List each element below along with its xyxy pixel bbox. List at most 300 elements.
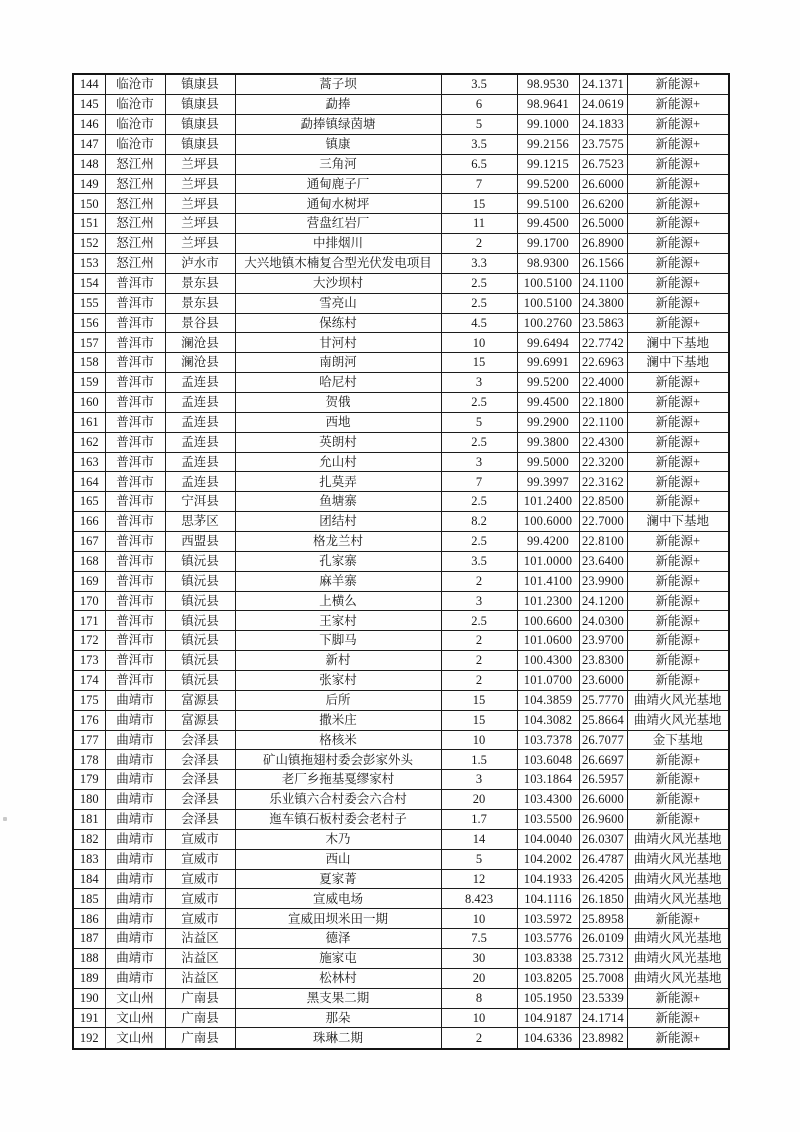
- cell-city: 怒江州: [105, 174, 165, 194]
- cell-capacity_mw: 2.5: [441, 611, 517, 631]
- cell-index: 164: [73, 472, 105, 492]
- cell-county: 孟连县: [165, 392, 235, 412]
- table-row: [73, 333, 729, 353]
- cell-index: 185: [73, 889, 105, 909]
- cell-city: 怒江州: [105, 214, 165, 234]
- cell-project: 上横么: [235, 591, 441, 611]
- cell-category: 新能源+: [627, 432, 729, 452]
- cell-longitude: 99.5000: [517, 452, 579, 472]
- cell-project: 蒿子坝: [235, 74, 441, 95]
- cell-capacity_mw: 8: [441, 988, 517, 1008]
- cell-longitude: 103.8205: [517, 968, 579, 988]
- cell-capacity_mw: 2: [441, 671, 517, 691]
- cell-county: 镇沅县: [165, 631, 235, 651]
- cell-capacity_mw: 8.2: [441, 512, 517, 532]
- cell-county: 宣威市: [165, 889, 235, 909]
- cell-longitude: 99.5200: [517, 373, 579, 393]
- cell-project: 老厂乡拖基戛缪家村: [235, 770, 441, 790]
- cell-county: 富源县: [165, 690, 235, 710]
- cell-latitude: 23.6000: [579, 671, 627, 691]
- cell-project: 中排烟川: [235, 234, 441, 254]
- cell-index: 179: [73, 770, 105, 790]
- cell-city: 曲靖市: [105, 949, 165, 969]
- cell-county: 孟连县: [165, 452, 235, 472]
- cell-county: 景东县: [165, 273, 235, 293]
- table-body: [73, 74, 729, 1049]
- cell-capacity_mw: 5: [441, 114, 517, 134]
- cell-category: 新能源+: [627, 790, 729, 810]
- cell-county: 沾益区: [165, 968, 235, 988]
- cell-category: 新能源+: [627, 412, 729, 432]
- cell-index: 188: [73, 949, 105, 969]
- cell-category: 新能源+: [627, 313, 729, 333]
- cell-city: 文山州: [105, 988, 165, 1008]
- table-row: [73, 154, 729, 174]
- cell-county: 广南县: [165, 988, 235, 1008]
- cell-index: 162: [73, 432, 105, 452]
- table-row: [73, 730, 729, 750]
- cell-city: 怒江州: [105, 154, 165, 174]
- cell-longitude: 104.1116: [517, 889, 579, 909]
- table-row: [73, 611, 729, 631]
- cell-latitude: 26.1566: [579, 253, 627, 273]
- cell-longitude: 98.9300: [517, 253, 579, 273]
- cell-city: 普洱市: [105, 412, 165, 432]
- cell-city: 普洱市: [105, 333, 165, 353]
- table-row: [73, 432, 729, 452]
- cell-capacity_mw: 3.5: [441, 74, 517, 95]
- cell-index: 158: [73, 353, 105, 373]
- cell-project: 格龙兰村: [235, 532, 441, 552]
- table-row: [73, 472, 729, 492]
- table-row: [73, 770, 729, 790]
- cell-capacity_mw: 3: [441, 373, 517, 393]
- cell-capacity_mw: 15: [441, 194, 517, 214]
- cell-index: 189: [73, 968, 105, 988]
- cell-category: 新能源+: [627, 194, 729, 214]
- cell-index: 150: [73, 194, 105, 214]
- cell-capacity_mw: 10: [441, 333, 517, 353]
- cell-longitude: 103.8338: [517, 949, 579, 969]
- cell-county: 宣威市: [165, 869, 235, 889]
- cell-county: 会泽县: [165, 770, 235, 790]
- cell-longitude: 99.5200: [517, 174, 579, 194]
- table-row: [73, 253, 729, 273]
- cell-index: 171: [73, 611, 105, 631]
- cell-index: 173: [73, 651, 105, 671]
- cell-project: 营盘红岩厂: [235, 214, 441, 234]
- cell-city: 临沧市: [105, 95, 165, 115]
- cell-capacity_mw: 15: [441, 353, 517, 373]
- cell-city: 怒江州: [105, 194, 165, 214]
- cell-capacity_mw: 3.3: [441, 253, 517, 273]
- cell-county: 思茅区: [165, 512, 235, 532]
- cell-longitude: 98.9641: [517, 95, 579, 115]
- cell-capacity_mw: 1.7: [441, 810, 517, 830]
- table-row: [73, 571, 729, 591]
- cell-project: 通甸鹿子厂: [235, 174, 441, 194]
- project-list-table: [72, 73, 730, 1050]
- cell-category: 新能源+: [627, 174, 729, 194]
- table-row: [73, 631, 729, 651]
- cell-capacity_mw: 2.5: [441, 273, 517, 293]
- cell-index: 191: [73, 1008, 105, 1028]
- cell-category: 曲靖火风光基地: [627, 690, 729, 710]
- cell-index: 190: [73, 988, 105, 1008]
- cell-latitude: 26.0307: [579, 829, 627, 849]
- cell-city: 普洱市: [105, 353, 165, 373]
- cell-city: 曲靖市: [105, 829, 165, 849]
- cell-index: 152: [73, 234, 105, 254]
- cell-capacity_mw: 2.5: [441, 532, 517, 552]
- cell-index: 167: [73, 532, 105, 552]
- cell-county: 会泽县: [165, 810, 235, 830]
- cell-longitude: 99.2900: [517, 412, 579, 432]
- cell-index: 181: [73, 810, 105, 830]
- cell-latitude: 26.5957: [579, 770, 627, 790]
- cell-category: 新能源+: [627, 750, 729, 770]
- cell-city: 普洱市: [105, 551, 165, 571]
- cell-latitude: 26.4205: [579, 869, 627, 889]
- cell-capacity_mw: 11: [441, 214, 517, 234]
- cell-capacity_mw: 15: [441, 690, 517, 710]
- table-row: [73, 889, 729, 909]
- cell-project: 大兴地镇木楠复合型光伏发电项目: [235, 253, 441, 273]
- cell-index: 180: [73, 790, 105, 810]
- cell-longitude: 101.0600: [517, 631, 579, 651]
- cell-capacity_mw: 8.423: [441, 889, 517, 909]
- cell-latitude: 26.1850: [579, 889, 627, 909]
- cell-capacity_mw: 2: [441, 651, 517, 671]
- cell-county: 广南县: [165, 1008, 235, 1028]
- cell-index: 186: [73, 909, 105, 929]
- cell-latitude: 26.4787: [579, 849, 627, 869]
- cell-capacity_mw: 30: [441, 949, 517, 969]
- cell-longitude: 99.6494: [517, 333, 579, 353]
- cell-longitude: 100.5100: [517, 273, 579, 293]
- cell-project: 通甸水树坪: [235, 194, 441, 214]
- cell-latitude: 23.7575: [579, 134, 627, 154]
- cell-longitude: 104.1933: [517, 869, 579, 889]
- table-row: [73, 968, 729, 988]
- cell-city: 怒江州: [105, 253, 165, 273]
- table-row: [73, 651, 729, 671]
- cell-city: 曲靖市: [105, 929, 165, 949]
- cell-latitude: 22.3162: [579, 472, 627, 492]
- cell-index: 165: [73, 492, 105, 512]
- cell-latitude: 23.8982: [579, 1028, 627, 1049]
- cell-county: 宣威市: [165, 909, 235, 929]
- cell-latitude: 25.7312: [579, 949, 627, 969]
- cell-project: 雪亮山: [235, 293, 441, 313]
- cell-capacity_mw: 10: [441, 1008, 517, 1028]
- table-row: [73, 909, 729, 929]
- cell-index: 172: [73, 631, 105, 651]
- cell-index: 169: [73, 571, 105, 591]
- cell-county: 兰坪县: [165, 234, 235, 254]
- cell-category: 新能源+: [627, 810, 729, 830]
- cell-project: 矿山镇拖翅村委会彭家外头: [235, 750, 441, 770]
- cell-capacity_mw: 14: [441, 829, 517, 849]
- cell-index: 155: [73, 293, 105, 313]
- cell-category: 新能源+: [627, 392, 729, 412]
- table-row: [73, 174, 729, 194]
- table-row: [73, 392, 729, 412]
- cell-county: 镇康县: [165, 74, 235, 95]
- cell-latitude: 22.4300: [579, 432, 627, 452]
- cell-category: 新能源+: [627, 492, 729, 512]
- cell-longitude: 101.0700: [517, 671, 579, 691]
- cell-category: 曲靖火风光基地: [627, 889, 729, 909]
- cell-latitude: 25.7770: [579, 690, 627, 710]
- cell-index: 170: [73, 591, 105, 611]
- cell-city: 普洱市: [105, 392, 165, 412]
- table-row: [73, 114, 729, 134]
- cell-longitude: 103.1864: [517, 770, 579, 790]
- cell-index: 166: [73, 512, 105, 532]
- cell-longitude: 101.4100: [517, 571, 579, 591]
- cell-project: 撒米庄: [235, 710, 441, 730]
- cell-index: 183: [73, 849, 105, 869]
- cell-capacity_mw: 2.5: [441, 432, 517, 452]
- cell-project: 哈尼村: [235, 373, 441, 393]
- table-row: [73, 214, 729, 234]
- cell-latitude: 26.6200: [579, 194, 627, 214]
- cell-city: 普洱市: [105, 671, 165, 691]
- cell-county: 兰坪县: [165, 174, 235, 194]
- cell-latitude: 24.1371: [579, 74, 627, 95]
- cell-capacity_mw: 2.5: [441, 392, 517, 412]
- cell-latitude: 26.5000: [579, 214, 627, 234]
- cell-project: 格核米: [235, 730, 441, 750]
- table-row: [73, 412, 729, 432]
- cell-index: 178: [73, 750, 105, 770]
- cell-latitude: 22.7000: [579, 512, 627, 532]
- cell-category: 曲靖火风光基地: [627, 710, 729, 730]
- cell-category: 新能源+: [627, 671, 729, 691]
- cell-city: 曲靖市: [105, 690, 165, 710]
- cell-index: 177: [73, 730, 105, 750]
- cell-county: 沾益区: [165, 949, 235, 969]
- cell-county: 镇康县: [165, 114, 235, 134]
- cell-category: 新能源+: [627, 1028, 729, 1049]
- cell-category: 新能源+: [627, 253, 729, 273]
- table-row: [73, 988, 729, 1008]
- cell-county: 孟连县: [165, 412, 235, 432]
- cell-project: 黑支果二期: [235, 988, 441, 1008]
- cell-project: 新村: [235, 651, 441, 671]
- cell-city: 普洱市: [105, 512, 165, 532]
- cell-index: 154: [73, 273, 105, 293]
- cell-category: 曲靖火风光基地: [627, 869, 729, 889]
- cell-city: 曲靖市: [105, 869, 165, 889]
- cell-project: 德泽: [235, 929, 441, 949]
- cell-capacity_mw: 15: [441, 710, 517, 730]
- cell-city: 曲靖市: [105, 710, 165, 730]
- cell-capacity_mw: 7: [441, 472, 517, 492]
- cell-latitude: 22.6963: [579, 353, 627, 373]
- cell-project: 张家村: [235, 671, 441, 691]
- cell-category: 新能源+: [627, 95, 729, 115]
- cell-longitude: 100.4300: [517, 651, 579, 671]
- cell-longitude: 103.5500: [517, 810, 579, 830]
- cell-city: 文山州: [105, 1028, 165, 1049]
- cell-county: 景东县: [165, 293, 235, 313]
- cell-capacity_mw: 2.5: [441, 293, 517, 313]
- cell-county: 镇沅县: [165, 551, 235, 571]
- table-row: [73, 74, 729, 95]
- cell-city: 曲靖市: [105, 909, 165, 929]
- cell-category: 新能源+: [627, 154, 729, 174]
- table-row: [73, 849, 729, 869]
- cell-project: 团结村: [235, 512, 441, 532]
- cell-index: 192: [73, 1028, 105, 1049]
- cell-latitude: 22.3200: [579, 452, 627, 472]
- cell-category: 新能源+: [627, 114, 729, 134]
- cell-capacity_mw: 2: [441, 631, 517, 651]
- cell-latitude: 22.1100: [579, 412, 627, 432]
- cell-county: 泸水市: [165, 253, 235, 273]
- cell-longitude: 101.2400: [517, 492, 579, 512]
- table-row: [73, 273, 729, 293]
- cell-project: 三角河: [235, 154, 441, 174]
- cell-index: 151: [73, 214, 105, 234]
- cell-capacity_mw: 6: [441, 95, 517, 115]
- cell-category: 新能源+: [627, 452, 729, 472]
- cell-latitude: 22.4000: [579, 373, 627, 393]
- table-row: [73, 591, 729, 611]
- cell-city: 普洱市: [105, 571, 165, 591]
- cell-county: 镇沅县: [165, 671, 235, 691]
- table-row: [73, 194, 729, 214]
- cell-longitude: 103.5972: [517, 909, 579, 929]
- cell-category: 新能源+: [627, 551, 729, 571]
- cell-county: 沾益区: [165, 929, 235, 949]
- cell-longitude: 99.4200: [517, 532, 579, 552]
- cell-project: 西山: [235, 849, 441, 869]
- cell-project: 贺俄: [235, 392, 441, 412]
- cell-latitude: 24.1200: [579, 591, 627, 611]
- table-row: [73, 373, 729, 393]
- cell-index: 148: [73, 154, 105, 174]
- cell-project: 允山村: [235, 452, 441, 472]
- cell-county: 兰坪县: [165, 214, 235, 234]
- cell-project: 勐捧镇绿茵塘: [235, 114, 441, 134]
- table-row: [73, 829, 729, 849]
- cell-index: 156: [73, 313, 105, 333]
- cell-city: 普洱市: [105, 651, 165, 671]
- cell-index: 174: [73, 671, 105, 691]
- cell-capacity_mw: 1.5: [441, 750, 517, 770]
- cell-longitude: 103.4300: [517, 790, 579, 810]
- cell-latitude: 25.8958: [579, 909, 627, 929]
- cell-city: 临沧市: [105, 134, 165, 154]
- cell-project: 后所: [235, 690, 441, 710]
- cell-longitude: 99.6991: [517, 353, 579, 373]
- cell-latitude: 23.6400: [579, 551, 627, 571]
- cell-project: 鱼塘寨: [235, 492, 441, 512]
- cell-project: 迤车镇石板村委会老村子: [235, 810, 441, 830]
- cell-county: 孟连县: [165, 432, 235, 452]
- cell-latitude: 23.9900: [579, 571, 627, 591]
- cell-city: 普洱市: [105, 472, 165, 492]
- cell-county: 澜沧县: [165, 353, 235, 373]
- cell-category: 澜中下基地: [627, 353, 729, 373]
- cell-longitude: 105.1950: [517, 988, 579, 1008]
- cell-index: 161: [73, 412, 105, 432]
- cell-longitude: 100.2760: [517, 313, 579, 333]
- cell-index: 168: [73, 551, 105, 571]
- cell-project: 下脚马: [235, 631, 441, 651]
- cell-index: 184: [73, 869, 105, 889]
- cell-longitude: 99.3997: [517, 472, 579, 492]
- cell-latitude: 26.7077: [579, 730, 627, 750]
- cell-county: 宣威市: [165, 829, 235, 849]
- cell-project: 甘河村: [235, 333, 441, 353]
- cell-capacity_mw: 5: [441, 412, 517, 432]
- cell-category: 新能源+: [627, 373, 729, 393]
- cell-longitude: 99.5100: [517, 194, 579, 214]
- cell-project: 夏家菁: [235, 869, 441, 889]
- cell-capacity_mw: 2: [441, 234, 517, 254]
- cell-city: 普洱市: [105, 631, 165, 651]
- cell-longitude: 103.6048: [517, 750, 579, 770]
- cell-longitude: 98.9530: [517, 74, 579, 95]
- cell-project: 英朗村: [235, 432, 441, 452]
- cell-capacity_mw: 10: [441, 909, 517, 929]
- cell-county: 镇沅县: [165, 571, 235, 591]
- cell-category: 新能源+: [627, 532, 729, 552]
- cell-latitude: 25.8664: [579, 710, 627, 730]
- cell-county: 景谷县: [165, 313, 235, 333]
- cell-city: 曲靖市: [105, 849, 165, 869]
- cell-capacity_mw: 7.5: [441, 929, 517, 949]
- cell-category: 新能源+: [627, 134, 729, 154]
- cell-longitude: 103.7378: [517, 730, 579, 750]
- cell-city: 曲靖市: [105, 889, 165, 909]
- cell-county: 会泽县: [165, 730, 235, 750]
- cell-latitude: 24.1100: [579, 273, 627, 293]
- cell-project: 木乃: [235, 829, 441, 849]
- cell-county: 会泽县: [165, 750, 235, 770]
- cell-index: 182: [73, 829, 105, 849]
- cell-project: 勐捧: [235, 95, 441, 115]
- table-row: [73, 1028, 729, 1049]
- cell-city: 普洱市: [105, 611, 165, 631]
- cell-index: 144: [73, 74, 105, 95]
- cell-category: 澜中下基地: [627, 512, 729, 532]
- table-row: [73, 512, 729, 532]
- cell-latitude: 23.5863: [579, 313, 627, 333]
- cell-category: 曲靖火风光基地: [627, 829, 729, 849]
- cell-longitude: 104.0040: [517, 829, 579, 849]
- cell-latitude: 26.9600: [579, 810, 627, 830]
- cell-category: 新能源+: [627, 1008, 729, 1028]
- cell-category: 新能源+: [627, 770, 729, 790]
- cell-county: 兰坪县: [165, 194, 235, 214]
- cell-county: 宁洱县: [165, 492, 235, 512]
- cell-capacity_mw: 12: [441, 869, 517, 889]
- cell-latitude: 22.1800: [579, 392, 627, 412]
- cell-city: 普洱市: [105, 532, 165, 552]
- cell-index: 163: [73, 452, 105, 472]
- cell-longitude: 104.3859: [517, 690, 579, 710]
- table-row: [73, 134, 729, 154]
- scan-artifact-speck: [3, 817, 7, 821]
- cell-county: 镇康县: [165, 134, 235, 154]
- cell-capacity_mw: 2: [441, 1028, 517, 1049]
- cell-latitude: 24.1714: [579, 1008, 627, 1028]
